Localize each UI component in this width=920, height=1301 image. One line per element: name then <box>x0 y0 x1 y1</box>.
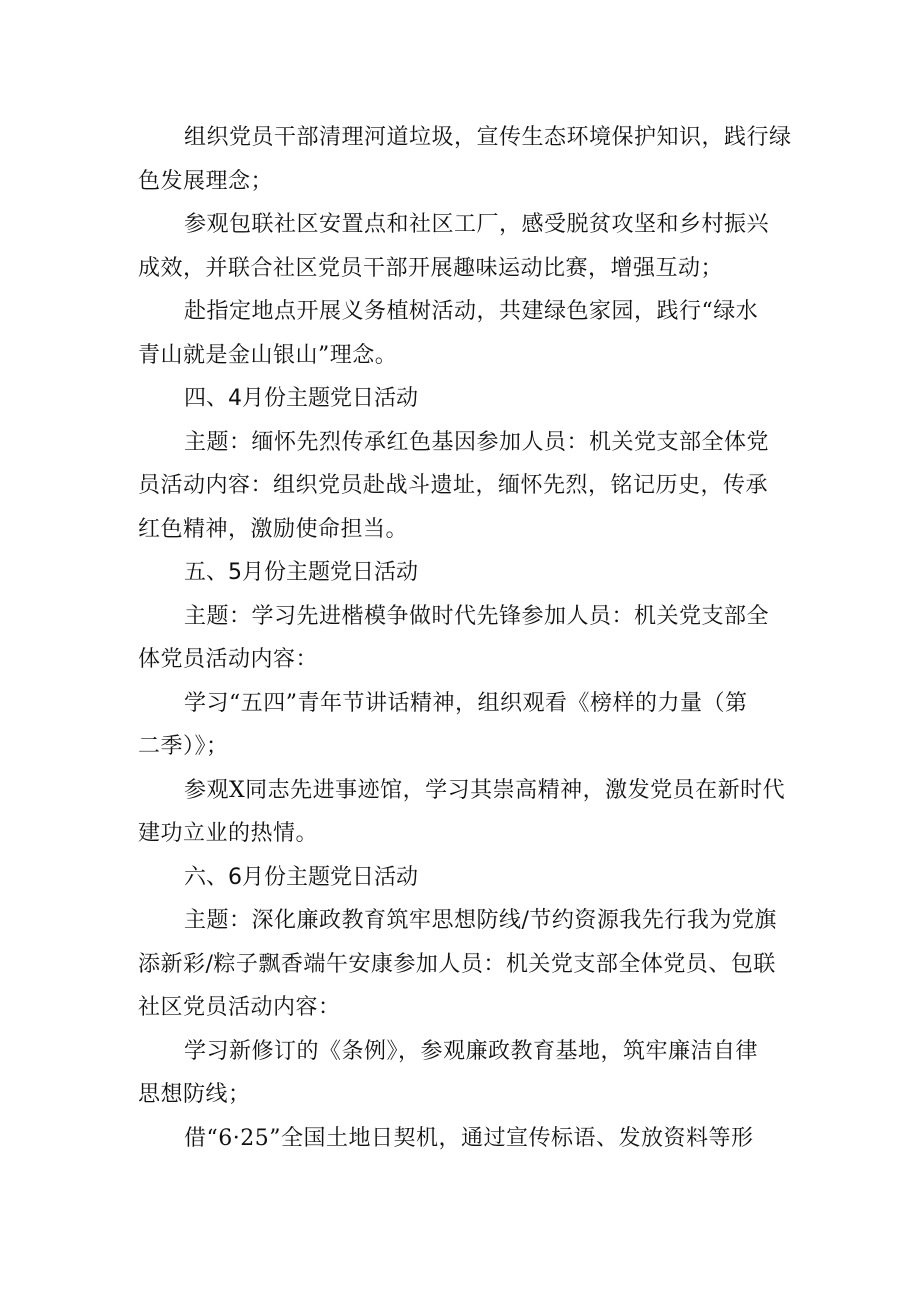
paragraph-line: 体党员活动内容： <box>138 647 319 672</box>
paragraph-line: 色发展理念； <box>138 168 274 194</box>
paragraph-line: 成效，并联合社区党员干部开展趣味运动比赛，增强互动； <box>138 255 724 281</box>
paragraph-line: 员活动内容：组织党员赴战斗遗址，缅怀先烈，铭记历史，传承 <box>138 473 769 498</box>
paragraph-first-line: 参观包联社区安置点和社区工厂，感受脱贫攻坚和乡村振兴 <box>184 212 770 237</box>
paragraph-first-line: 学习“五四”青年节讲话精神，组织观看《榜样的力量（第 <box>184 690 748 716</box>
paragraph-line: 社区党员活动内容： <box>138 995 341 1020</box>
paragraph-line: 思想防线； <box>138 1082 251 1107</box>
section-heading: 四、4月份主题党日活动 <box>184 386 418 411</box>
paragraph-line: 添新彩/粽子飘香端午安康参加人员：机关党支部全体党员、包联 <box>138 951 776 977</box>
paragraph-first-line: 赴指定地点开展义务植树活动，共建绿色家园，践行“绿水 <box>184 299 759 324</box>
paragraph-first-line: 借“6·25”全国土地日契机，通过宣传标语、发放资料等形 <box>184 1125 754 1151</box>
paragraph-first-line: 组织党员干部清理河道垃圾，宣传生态环境保护知识，践行绿 <box>184 125 792 150</box>
section-heading: 五、5月份主题党日活动 <box>184 560 418 585</box>
section-heading: 六、6月份主题党日活动 <box>184 864 418 890</box>
paragraph-first-line: 学习新修订的《条例》，参观廉政教育基地，筑牢廉洁自律 <box>184 1038 759 1064</box>
paragraph-first-line: 参观X同志先进事迹馆，学习其崇高精神，激发党员在新时代 <box>184 777 786 803</box>
paragraph-first-line: 主题：学习先进楷模争做时代先锋参加人员：机关党支部全 <box>184 603 770 629</box>
paragraph-line: 建功立业的热情。 <box>138 821 319 846</box>
paragraph-first-line: 主题：缅怀先烈传承红色基因参加人员：机关党支部全体党 <box>184 429 770 455</box>
paragraph-line: 红色精神，激励使命担当。 <box>138 516 409 542</box>
paragraph-line: 青山就是金山银山”理念。 <box>138 342 398 368</box>
paragraph-line: 二季）》； <box>138 734 229 759</box>
document-body <box>138 116 792 1160</box>
paragraph-first-line: 主题：深化廉政教育筑牢思想防线/节约资源我先行我为党旗 <box>184 908 777 933</box>
